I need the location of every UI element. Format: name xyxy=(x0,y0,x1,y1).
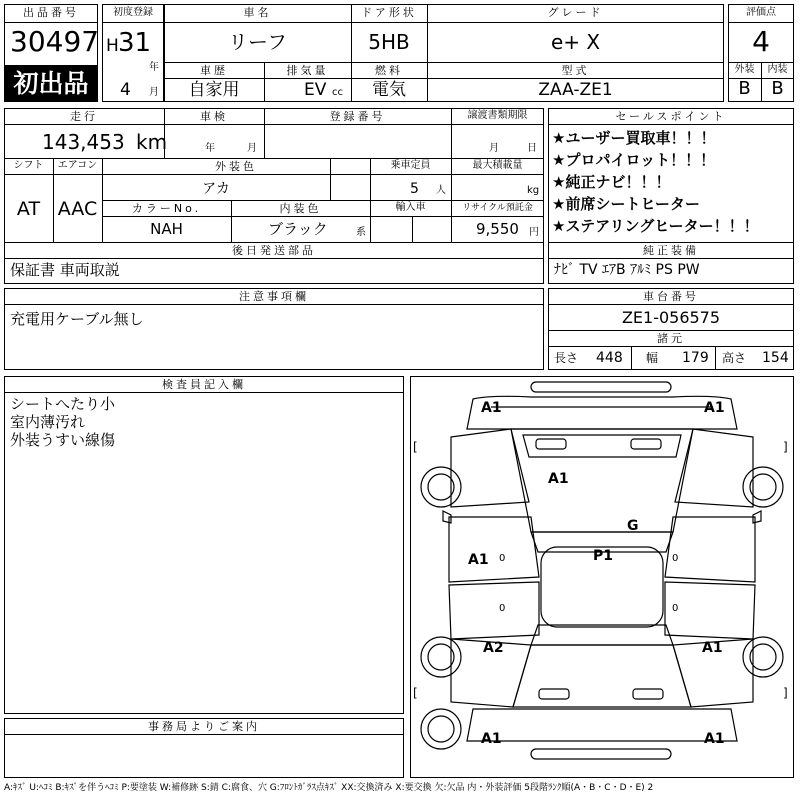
length-label: 長さ xyxy=(554,351,579,365)
fuel: 電気 xyxy=(372,80,406,100)
mileage-unit: km xyxy=(136,130,168,154)
model-label: 型式 xyxy=(561,64,590,77)
shift-label: シフト xyxy=(13,160,44,171)
damage-mark-hood: A1 xyxy=(548,471,569,487)
reg-year: 31 xyxy=(118,28,152,58)
inspector-label: 検査員記入欄 xyxy=(162,378,246,391)
sales-point: ★ユーザー買取車！！！ xyxy=(552,129,716,147)
deadline-day-unit: 日 xyxy=(527,143,537,154)
interior-label: 内装 xyxy=(767,64,788,75)
car-name-label: 車名 xyxy=(243,6,272,19)
later-parts-label: 後日発送部品 xyxy=(232,244,316,257)
damage-diagram xyxy=(410,376,794,778)
lot-label: 出品番号 xyxy=(23,6,79,19)
recycle-fee: 9,550 xyxy=(476,220,519,238)
height: 154 xyxy=(762,350,789,366)
ext-color-label: 外装色 xyxy=(215,160,257,173)
specs-label: 諸元 xyxy=(657,332,685,345)
height-label: 高さ xyxy=(722,351,747,365)
equipment: ﾅﾋﾞ TV ｴｱB ｱﾙﾐ PS PW xyxy=(554,262,700,278)
zero-mark: 0 xyxy=(672,603,679,614)
score-label: 評価点 xyxy=(746,7,776,18)
zero-mark: 0 xyxy=(499,553,506,564)
damage-mark-rear-right: A1 xyxy=(704,731,725,747)
damage-mark-roof: P1 xyxy=(593,548,614,564)
inspector-note: シートへたり小 xyxy=(10,395,116,413)
fuel-label: 燃料 xyxy=(375,64,403,77)
reg-month: 4 xyxy=(120,80,131,100)
sales-point: ★前席シートヒーター xyxy=(552,195,700,213)
chassis-number: ZE1-056575 xyxy=(621,308,721,327)
bracket-mark: [ xyxy=(413,686,418,700)
ac-label: エアコン xyxy=(57,160,98,171)
width: 179 xyxy=(682,350,709,366)
inspector-note: 外装うすい線傷 xyxy=(10,431,116,449)
grade: e+ X xyxy=(550,30,601,54)
displacement: EV xyxy=(304,80,327,100)
shift: AT xyxy=(16,198,41,220)
history: 自家用 xyxy=(188,80,240,100)
recycle-label: リサイクル預託金 xyxy=(462,203,533,213)
car-name: リーフ xyxy=(228,30,287,54)
inspection-label: 車検 xyxy=(200,110,228,123)
width-label: 幅 xyxy=(646,351,659,365)
damage-mark-right-rear: A1 xyxy=(702,640,723,656)
capacity-unit: 人 xyxy=(436,185,446,196)
length: 448 xyxy=(596,350,623,366)
sales-point: ★純正ナビ！！！ xyxy=(552,173,671,191)
capacity: 5 xyxy=(410,181,419,197)
inspector-note: 室内薄汚れ xyxy=(10,413,86,431)
exterior-rating: B xyxy=(738,78,751,99)
damage-mark-glass: G xyxy=(627,518,639,534)
sales-point: ★ステアリングヒーター！！！ xyxy=(552,217,759,235)
displacement-unit: cc xyxy=(332,87,343,98)
recycle-unit: 円 xyxy=(529,227,539,238)
door-label: ドア形状 xyxy=(361,6,417,19)
sales-point: ★プロパイロット！！！ xyxy=(552,151,716,169)
displacement-label: 排気量 xyxy=(286,64,329,77)
capacity-label: 乗車定員 xyxy=(390,160,431,171)
int-color-unit: 系 xyxy=(356,227,366,238)
month-unit: 月 xyxy=(149,87,159,98)
notes-label: 注意事項欄 xyxy=(239,290,309,303)
year-unit: 年 xyxy=(149,62,159,73)
zero-mark: 0 xyxy=(499,603,506,614)
inspection-year-unit: 年 xyxy=(205,143,215,154)
max-load-label: 最大積載量 xyxy=(472,160,523,171)
damage-mark-left-front-door: A1 xyxy=(468,552,489,568)
history-label: 車歴 xyxy=(200,64,228,77)
reg-no-label: 登録番号 xyxy=(329,110,386,123)
damage-mark-front-right: A1 xyxy=(704,400,725,416)
notes: 充電用ケーブル無し xyxy=(10,310,144,328)
ext-color: アカ xyxy=(202,181,230,197)
import-label: 輸入車 xyxy=(395,202,426,213)
bracket-mark: [ xyxy=(413,440,418,454)
score: 4 xyxy=(752,25,770,58)
inspection-month-unit: 月 xyxy=(247,143,257,154)
equipment-label: 純正装備 xyxy=(643,244,699,257)
color-no-label: カラーNo. xyxy=(131,202,202,215)
era: H xyxy=(106,36,119,56)
int-color-label: 内装色 xyxy=(279,202,322,215)
exterior-label: 外装 xyxy=(734,64,755,75)
later-parts: 保証書 車両取説 xyxy=(10,261,120,279)
chassis-label: 車台番号 xyxy=(643,290,699,303)
bracket-mark: ] xyxy=(783,686,788,700)
zero-mark: 0 xyxy=(672,553,679,564)
damage-mark-left-rear: A2 xyxy=(483,640,504,656)
office-label: 事務局よりご案内 xyxy=(148,720,260,733)
legend: A:ｷｽﾞ U:ﾍｺﾐ B:ｷｽﾞを伴うﾍｺﾐ P:要塗装 W:補修跡 S:錆 C:腐食、穴 G:ﾌﾛﾝﾄｶﾞﾗｽ点ｷｽﾞ XX:交換済み X:要交換 欠:欠品 内・外装評価 5段階ﾗﾝｸ順(A・B・C・D・E) 2 xyxy=(4,783,654,793)
deadline-month-unit: 月 xyxy=(489,143,499,154)
first-reg-label: 初度登録 xyxy=(113,7,153,18)
damage-mark-front-left: A1 xyxy=(481,400,502,416)
first-listing-badge: 初出品 xyxy=(4,66,98,102)
air-conditioner: AAC xyxy=(57,198,98,220)
max-load-unit: kg xyxy=(527,185,540,196)
door-shape: 5HB xyxy=(368,30,410,54)
model: ZAA-ZE1 xyxy=(538,80,613,100)
mileage: 143,453 xyxy=(42,130,125,154)
grade-label: グレード xyxy=(547,6,604,19)
deadline-label: 譲渡書類期限 xyxy=(467,110,528,121)
sales-label: セールスポイント xyxy=(615,110,727,123)
damage-mark-rear-left: A1 xyxy=(481,731,502,747)
color-no: NAH xyxy=(150,220,183,238)
interior-rating: B xyxy=(771,78,784,99)
bracket-mark: ] xyxy=(783,440,788,454)
int-color: ブラック xyxy=(268,220,328,238)
car-outline-diagram xyxy=(411,377,793,777)
mileage-label: 走行 xyxy=(70,110,98,123)
lot-number: 30497 xyxy=(10,25,100,58)
